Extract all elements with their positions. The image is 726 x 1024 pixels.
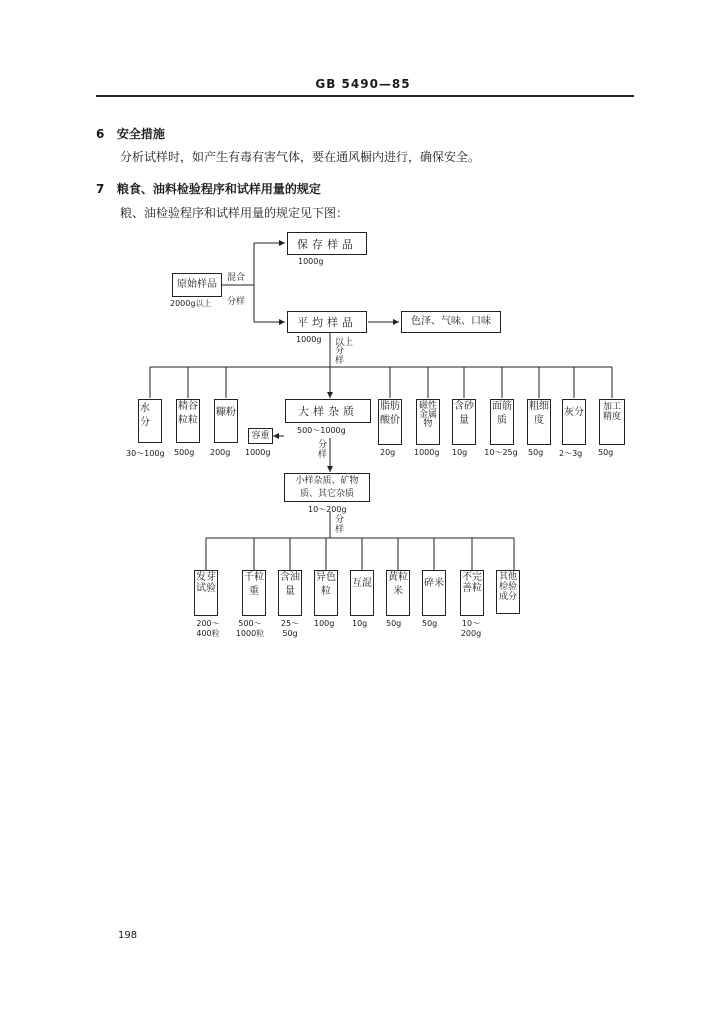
test-box-processing-precision xyxy=(599,399,625,445)
test-qty: 10～200g xyxy=(460,619,482,638)
original-sample-box xyxy=(172,273,222,297)
test-qty: 50g xyxy=(598,448,614,457)
test-box-broken-rice xyxy=(422,570,446,616)
test-label: 不完善粒 xyxy=(462,572,482,594)
test-box-gluten xyxy=(490,399,514,445)
section-title: 粮食、油料检验程序和试样用量的规定 xyxy=(116,182,321,196)
split-label-4: 分样 xyxy=(335,515,345,535)
big-impurity-qty: 500～1000g xyxy=(297,426,346,435)
test-qty: 2～3g xyxy=(559,449,583,458)
test-label: 水分 xyxy=(140,403,160,428)
standard-code: GB 5490—85 xyxy=(315,77,411,91)
test-box-magnetic-metal xyxy=(416,399,440,445)
test-label: 精谷粒粒 xyxy=(178,401,198,426)
test-label: 容重 xyxy=(251,431,270,441)
test-box-bran xyxy=(214,399,238,443)
test-label: 碎米 xyxy=(424,578,444,589)
test-label: 其他检验成分 xyxy=(498,572,517,602)
test-box-germination xyxy=(194,570,218,616)
section-7-text: 粮、油检验程序和试样用量的规定见下图： xyxy=(120,206,349,220)
test-qty: 50g xyxy=(386,619,402,628)
test-label: 发芽试验 xyxy=(196,572,216,594)
test-label: 互混 xyxy=(352,578,372,589)
big-impurity-label: 大样杂质 xyxy=(298,405,358,418)
test-qty: 10g xyxy=(352,619,368,628)
test-label: 异色粒 xyxy=(316,572,336,597)
sensory-label: 色泽、气味、口味 xyxy=(411,316,491,327)
mix-label: 混合 xyxy=(227,273,246,283)
split-label: 分样 xyxy=(227,297,246,307)
test-box-moisture xyxy=(138,399,162,443)
split-label-2: 分样 xyxy=(335,346,345,366)
test-qty: 10g xyxy=(452,448,468,457)
test-label: 加工精度 xyxy=(602,402,621,422)
test-label: 粗细度 xyxy=(529,401,549,426)
test-label: 磁性金属物 xyxy=(418,401,437,429)
test-box-off-color xyxy=(314,570,338,616)
section-title: 安全措施 xyxy=(116,127,165,141)
test-label: 含油量 xyxy=(280,572,300,597)
test-box-bulk-density xyxy=(248,428,273,444)
test-qty: 1000g xyxy=(414,448,440,457)
keep-sample-box xyxy=(287,232,367,255)
test-box-imperfect-grain xyxy=(460,570,484,616)
small-impurity-label: 小样杂质、矿物质、其它杂质 xyxy=(295,476,359,499)
test-qty: 1000g xyxy=(245,448,271,457)
test-label: 千粒重 xyxy=(244,572,264,597)
test-qty: 200～400粒 xyxy=(196,619,220,638)
test-box-oil-content xyxy=(278,570,302,616)
test-box-fineness xyxy=(527,399,551,445)
test-label: 面筋质 xyxy=(492,401,512,426)
page-number: 198 xyxy=(118,930,138,941)
split-label-3: 分样 xyxy=(318,440,328,460)
test-qty: 10～25g xyxy=(484,448,518,457)
big-impurity-box xyxy=(285,399,371,423)
test-box-ash xyxy=(562,399,586,445)
test-label: 脂肪酸价 xyxy=(380,401,400,426)
test-qty: 20g xyxy=(380,448,396,457)
test-box-fatty-acid xyxy=(378,399,402,445)
test-box-sand-content xyxy=(452,399,476,445)
test-qty: 100g xyxy=(314,619,335,628)
test-label: 灰分 xyxy=(564,407,584,418)
small-impurity-box xyxy=(284,473,370,502)
test-label: 含砂量 xyxy=(454,401,474,426)
test-qty: 50g xyxy=(528,448,544,457)
section-number: 6 xyxy=(96,127,105,141)
test-qty: 200g xyxy=(210,448,231,457)
test-qty: 30～100g xyxy=(126,449,165,458)
test-qty: 25～50g xyxy=(280,619,300,638)
test-label: 糠粉 xyxy=(216,407,236,418)
keep-sample-qty: 1000g xyxy=(298,257,324,266)
test-qty: 500g xyxy=(174,448,195,457)
test-box-yellow-rice xyxy=(386,570,410,616)
test-label: 黄粒米 xyxy=(388,572,408,597)
section-6-text: 分析试样时，如产生有毒有害气体，要在通风橱内进行，确保安全。 xyxy=(120,150,481,164)
original-sample-qty: 2000g以上 xyxy=(170,299,212,308)
original-sample-label: 原始样品 xyxy=(177,279,217,290)
test-qty: 500～1000粒 xyxy=(235,619,265,638)
small-impurity-qty: 10～200g xyxy=(308,505,347,514)
test-box-thousand-grain xyxy=(242,570,266,616)
average-sample-box xyxy=(287,311,367,333)
section-number: 7 xyxy=(96,182,105,196)
average-sample-qty: 1000g xyxy=(296,335,322,344)
average-sample-label: 平均样品 xyxy=(297,316,357,329)
test-box-other-tests xyxy=(496,570,520,614)
average-sample-qty-suffix: 以上 xyxy=(335,338,354,348)
keep-sample-label: 保存样品 xyxy=(297,237,357,251)
test-qty: 50g xyxy=(422,619,438,628)
test-box-admixture xyxy=(350,570,374,616)
sensory-box xyxy=(401,311,501,333)
test-box-grain xyxy=(176,399,200,443)
